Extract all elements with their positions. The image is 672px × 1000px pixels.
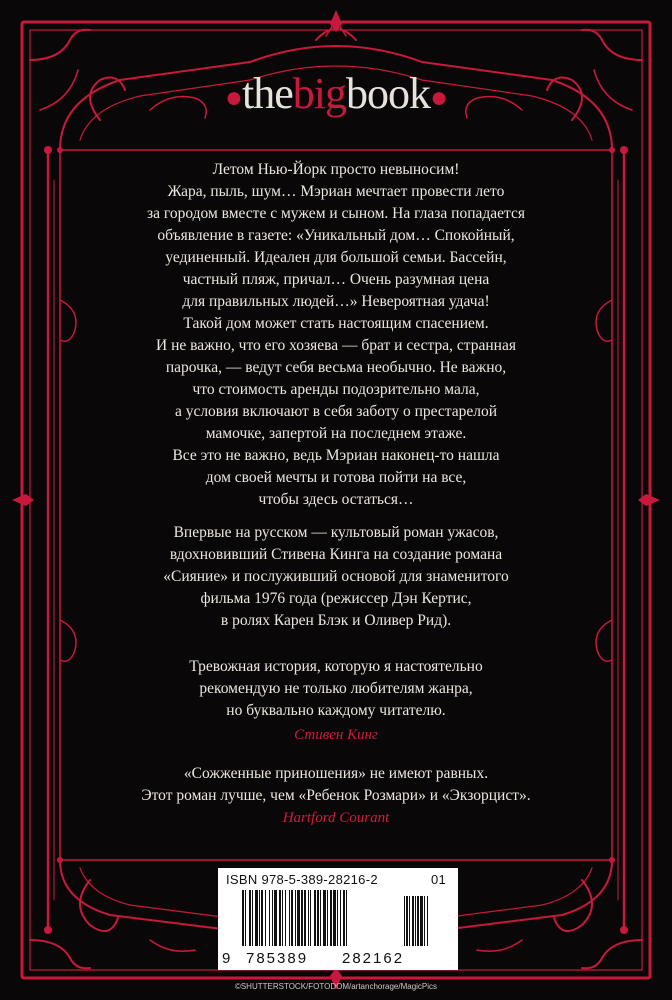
intro-line: фильма 1976 года (режиссер Дэн Кертис,	[200, 590, 472, 607]
quote-line: «Сожженные приношения» не имеют равных.	[183, 765, 489, 782]
barcode-bar	[272, 890, 273, 946]
barcode-bar	[323, 890, 326, 946]
barcode-bar	[249, 890, 251, 946]
intro-line: «Сияние» и послуживший основой для знаменитого	[163, 568, 509, 585]
barcode-bar	[265, 890, 266, 946]
isbn-label	[226, 872, 452, 888]
barcode-bar	[289, 890, 290, 946]
barcode-bar	[242, 890, 244, 946]
photo-credit: ©SHUTTERSTOCK/FOTODOM/artanchorage/MagicPics	[234, 982, 438, 991]
intro-line: Впервые на русском — культовый роман ужасов,	[173, 524, 499, 541]
barcode-bar	[304, 890, 306, 946]
barcode-bar	[259, 890, 260, 946]
quote-line: но буквально каждому читателю.	[226, 702, 446, 719]
barcode-addon-bar	[404, 896, 405, 946]
barcode-bar	[330, 890, 332, 946]
isbn-number: ISBN 978-5-389-28216-2	[226, 872, 378, 887]
barcode-bar	[333, 890, 336, 946]
barcode-addon-bar	[415, 896, 416, 946]
review-quote-king	[110, 656, 562, 722]
barcode-bars	[228, 890, 450, 950]
synopsis-line: И не важно, что его хозяева — брат и сестра, странная	[156, 337, 516, 354]
synopsis-line: для правильных людей…» Невероятная удача!	[182, 293, 490, 310]
synopsis-line: Летом Нью-Йорк просто невыносим!	[212, 161, 460, 178]
quote-author-king: Стивен Кинг	[294, 727, 378, 743]
barcode-group-1: 785389	[246, 950, 309, 967]
barcode-bar	[308, 890, 309, 946]
barcode-digits	[222, 950, 456, 968]
quote-line: Этот роман лучше, чем «Ребенок Розмари» и «Экзорцист».	[141, 787, 531, 804]
barcode-bar	[343, 890, 345, 946]
intro-paragraph	[110, 522, 562, 632]
barcode-bar	[327, 890, 328, 946]
synopsis-line: Жара, пыль, шум… Мэриан мечтает провести лето	[167, 183, 505, 200]
barcode-bar	[314, 890, 316, 946]
barcode-bar	[285, 890, 286, 946]
barcode-bar	[337, 890, 338, 946]
barcode-bar	[310, 890, 311, 946]
barcode-bar	[245, 890, 246, 946]
barcode-bar	[301, 890, 303, 946]
logo-dot-left: ●	[224, 80, 242, 114]
barcode-bar	[261, 890, 263, 946]
synopsis-line: дом своей мечты и готова пойти на все,	[205, 469, 467, 486]
synopsis-line: Такой дом может стать настоящим спасением.	[183, 315, 489, 332]
quote-author-courant: Hartford Courant	[282, 810, 390, 826]
barcode-lead-digit: 9	[222, 950, 233, 967]
barcode-bar	[346, 890, 347, 946]
barcode-addon-bar	[417, 896, 419, 946]
quote-line: рекомендую не только любителям жанра,	[199, 680, 473, 697]
barcode-bar	[295, 890, 296, 946]
barcode-addon-bar	[424, 896, 425, 946]
isbn-barcode	[218, 868, 458, 970]
intro-line: вдохновивший Стивена Кинга на создание романа	[169, 546, 503, 563]
barcode-bar	[274, 890, 277, 946]
review-quote-courant	[110, 763, 562, 807]
synopsis-line: Все это не важно, ведь Мэриан наконец-то нашла	[172, 447, 500, 464]
barcode-group-2: 282162	[342, 950, 405, 967]
synopsis-line: а условия включают в себя заботу о престарелой	[174, 403, 498, 420]
synopsis-line: за городом вместе с мужем и сыном. На глаза попадается	[146, 205, 525, 222]
synopsis-line: мамочке, запертой на последнем этаже.	[205, 425, 467, 442]
barcode-addon-bar	[412, 896, 414, 946]
logo-book: book	[346, 69, 430, 118]
barcode-bar	[269, 890, 270, 946]
publisher-logo	[0, 69, 672, 118]
isbn-addon: 01	[430, 872, 446, 887]
synopsis	[110, 159, 562, 511]
barcode-bar	[252, 890, 253, 946]
logo-the: the	[242, 69, 293, 118]
synopsis-line: уединенный. Идеален для большой семьи. Бассейн,	[165, 249, 507, 266]
barcode-addon-bar	[406, 896, 408, 946]
intro-line: в ролях Карен Блэк и Оливер Рид).	[220, 612, 452, 629]
synopsis-line: парочка, — ведут себя весьма необычно. Не важно,	[165, 359, 507, 376]
synopsis-line: чтобы здесь остаться…	[258, 491, 414, 508]
synopsis-line: что стоимость аренды подозрительно мала,	[192, 381, 480, 398]
barcode-bar	[279, 890, 281, 946]
barcode-addon-bar	[420, 896, 423, 946]
barcode-bar	[340, 890, 341, 946]
barcode-bar	[297, 890, 300, 946]
barcode-bar	[320, 890, 321, 946]
barcode-bar	[291, 890, 293, 946]
barcode-bar	[282, 890, 283, 946]
synopsis-line: объявление в газете: «Уникальный дом… Спокойный,	[157, 227, 515, 244]
logo-big: big	[292, 69, 346, 118]
logo-dot-right: ●	[430, 80, 448, 114]
barcode-bar	[317, 890, 319, 946]
barcode-addon-bar	[427, 896, 428, 946]
synopsis-line: частный пляж, причал… Очень разумная цена	[182, 271, 490, 288]
quote-line: Тревожная история, которую я настоятельно	[189, 658, 483, 675]
barcode-addon-bar	[409, 896, 410, 946]
barcode-bar	[255, 890, 258, 946]
